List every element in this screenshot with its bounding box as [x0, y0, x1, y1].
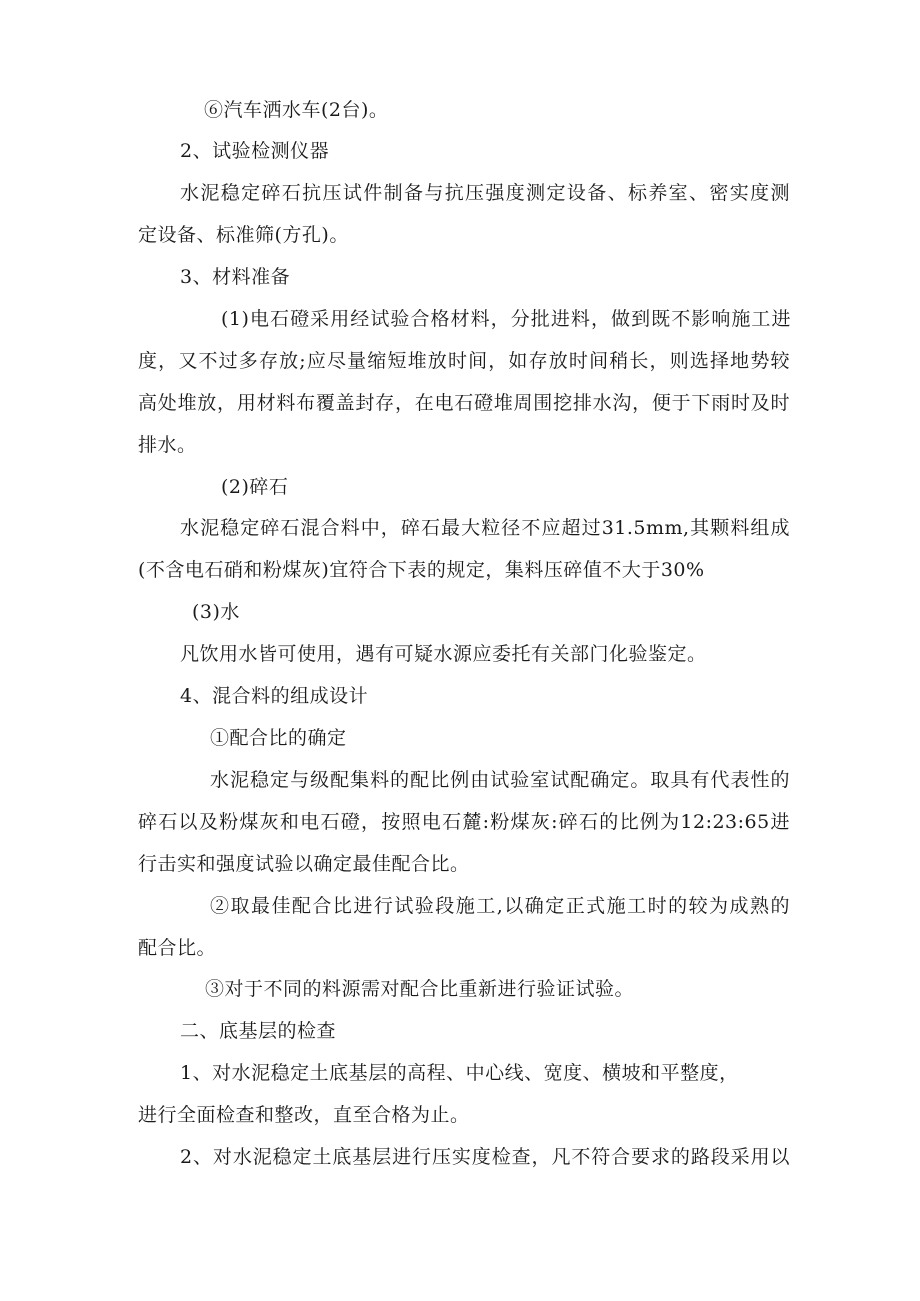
text-line: 配合比。	[138, 937, 217, 959]
text-line: 排水。	[138, 434, 197, 456]
subsection-heading: ①配合比的确定	[210, 727, 347, 749]
text-line: ③对于不同的料源需对配合比重新进行验证试验。	[205, 978, 635, 1000]
text-line: ②取最佳配合比进行试验段施工,以确定正式施工时的较为成熟的	[210, 895, 790, 917]
text-line: 行击实和强度试验以确定最佳配合比。	[138, 853, 470, 875]
section-heading: 3、材料准备	[180, 266, 291, 288]
text-line: (不含电石硝和粉煤灰)宜符合下表的规定，集料压碎值不大于30%	[138, 559, 705, 581]
text-line: 2、对水泥稳定土底基层进行压实度检查，凡不符合要求的路段采用以	[180, 1146, 790, 1168]
subsection-heading: (3)水	[192, 601, 240, 623]
text-line: 进行全面检查和整改，直至合格为止。	[138, 1104, 470, 1126]
text-line: (1)电石磴采用经试验合格材料，分批进料，做到既不影响施工进	[221, 308, 791, 330]
text-line: 凡饮用水皆可使用，遇有可疑水源应委托有关部门化验鉴定。	[180, 643, 707, 665]
text-line: 度，又不过多存放;应尽量缩短堆放时间，如存放时间稍长，则选择地势较	[138, 350, 790, 372]
text-line: 水泥稳定碎石混合料中，碎石最大粒径不应超过31.5mm,其颗料组成	[180, 517, 790, 539]
text-line: 水泥稳定与级配集料的配比例由试验室试配确定。取具有代表性的	[210, 769, 790, 791]
subsection-heading: (2)碎石	[221, 476, 289, 498]
section-heading: 4、混合料的组成设计	[180, 685, 369, 707]
text-line: 碎石以及粉煤灰和电石磴，按照电石麓:粉煤灰:碎石的比例为12:23:65进	[138, 811, 790, 833]
text-line: 1、对水泥稳定土底基层的高程、中心线、宽度、横坡和平整度，	[180, 1062, 739, 1084]
section-heading: 二、底基层的检查	[180, 1020, 337, 1042]
text-line: 水泥稳定碎石抗压试件制备与抗压强度测定设备、标养室、密实度测	[180, 182, 790, 204]
text-line: ⑥汽车洒水车(2台)。	[204, 99, 389, 121]
section-heading: 2、试验检测仪器	[180, 140, 330, 162]
text-line: 高处堆放，用材料布覆盖封存，在电石磴堆周围挖排水沟，便于下雨时及时	[138, 392, 790, 414]
text-line: 定设备、标准筛(方孔)。	[138, 224, 349, 246]
